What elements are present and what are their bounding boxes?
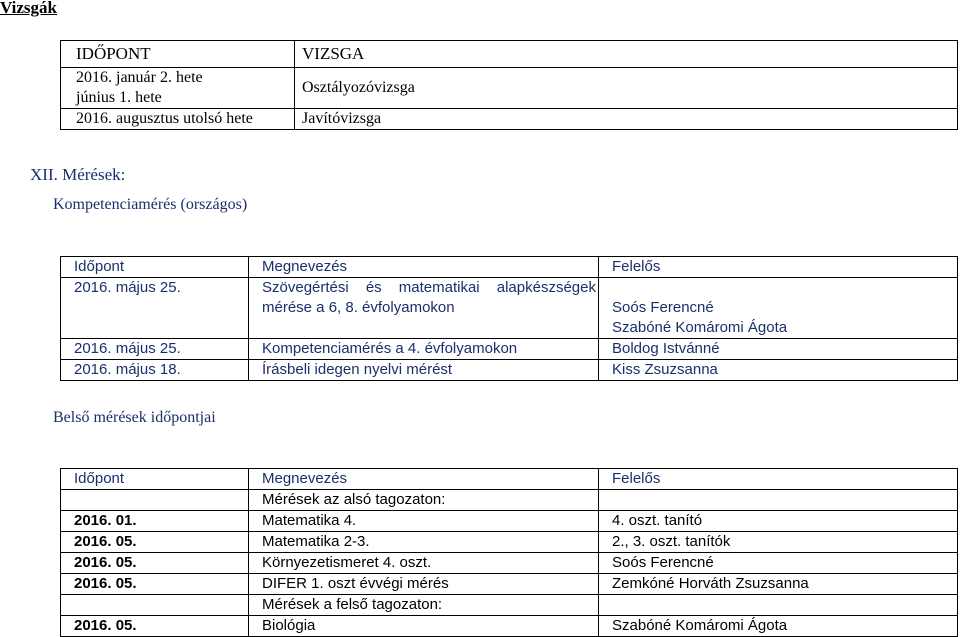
table-row <box>61 553 958 574</box>
internal-table <box>60 468 958 637</box>
responsible-line: Soós Ferencné <box>612 299 714 316</box>
table-row <box>61 68 958 109</box>
responsible-cell: Kiss Zsuzsanna <box>599 360 958 381</box>
name-cell: Környezetismeret 4. oszt. <box>249 553 599 574</box>
responsible-cell: Zemkóné Horváth Zsuzsanna <box>599 574 958 595</box>
exam-table <box>60 40 958 130</box>
date-cell: 2016. 05. <box>61 616 249 637</box>
table-row <box>61 490 958 511</box>
date-cell: 2016. május 18. <box>61 360 249 381</box>
date-cell: 2016. május 25. <box>61 278 249 339</box>
name-cell: Matematika 4. <box>249 511 599 532</box>
internal-subtitle: Belső mérések időpontjai <box>53 409 216 426</box>
name-cell <box>249 278 599 339</box>
header-cell-date: IDŐPONT <box>61 41 295 68</box>
section-label: Mérések <box>62 165 121 184</box>
header-cell-responsible: Felelős <box>599 469 958 490</box>
group-label-lower: Mérések az alsó tagozaton: <box>249 490 599 511</box>
responsible-cell: 2., 3. oszt. tanítók <box>599 532 958 553</box>
responsible-cell <box>599 278 958 339</box>
table-row <box>61 532 958 553</box>
header-cell-name: Megnevezés <box>249 257 599 278</box>
responsible-cell: Szabóné Komáromi Ágota <box>599 616 958 637</box>
header-cell-name: Megnevezés <box>249 469 599 490</box>
date-cell: 2016. augusztus utolsó hete <box>61 109 295 130</box>
date-line: 2016. január 2. hete <box>76 69 203 86</box>
date-cell: 2016. 05. <box>61 553 249 574</box>
exam-cell: Osztályozóvizsga <box>295 68 958 109</box>
date-cell <box>61 68 295 109</box>
name-cell: Kompetenciamérés a 4. évfolyamokon <box>249 339 599 360</box>
name-cell: Matematika 2-3. <box>249 532 599 553</box>
table-header-row <box>61 41 958 68</box>
responsible-cell: Soós Ferencné <box>599 553 958 574</box>
table-row <box>61 278 958 339</box>
table-row <box>61 360 958 381</box>
header-cell-responsible: Felelős <box>599 257 958 278</box>
date-line: június 1. hete <box>76 89 162 106</box>
header-cell-date: Időpont <box>61 469 249 490</box>
table-row <box>61 595 958 616</box>
table-row <box>61 574 958 595</box>
name-cell: Írásbeli idegen nyelvi mérést <box>249 360 599 381</box>
competence-table <box>60 256 958 381</box>
table-header-row <box>61 257 958 278</box>
competence-subtitle: Kompetenciamérés (országos) <box>53 196 248 213</box>
date-cell: 2016. 05. <box>61 574 249 595</box>
table-row <box>61 511 958 532</box>
date-cell: 2016. 01. <box>61 511 249 532</box>
date-cell: 2016. 05. <box>61 532 249 553</box>
name-cell: Biológia <box>249 616 599 637</box>
name-line: Szövegértési és matematikai alapkészségek <box>262 279 596 296</box>
group-label-upper: Mérések a felső tagozaton: <box>249 595 599 616</box>
header-cell-date: Időpont <box>61 257 249 278</box>
section-number: XII. <box>30 165 58 184</box>
page-title: Vizsgák <box>0 0 57 17</box>
responsible-line: Szabóné Komáromi Ágota <box>612 319 788 336</box>
table-row <box>61 616 958 637</box>
responsible-cell: 4. oszt. tanító <box>599 511 958 532</box>
name-line: mérése a 6, 8. évfolyamokon <box>262 299 455 316</box>
table-row <box>61 339 958 360</box>
table-row <box>61 109 958 130</box>
table-header-row <box>61 469 958 490</box>
header-cell-exam: VIZSGA <box>295 41 958 68</box>
exam-cell: Javítóvizsga <box>295 109 958 130</box>
section-colon: : <box>120 165 126 184</box>
date-cell: 2016. május 25. <box>61 339 249 360</box>
responsible-cell: Boldog Istvánné <box>599 339 958 360</box>
name-cell: DIFER 1. oszt évvégi mérés <box>249 574 599 595</box>
section-heading <box>30 165 125 185</box>
